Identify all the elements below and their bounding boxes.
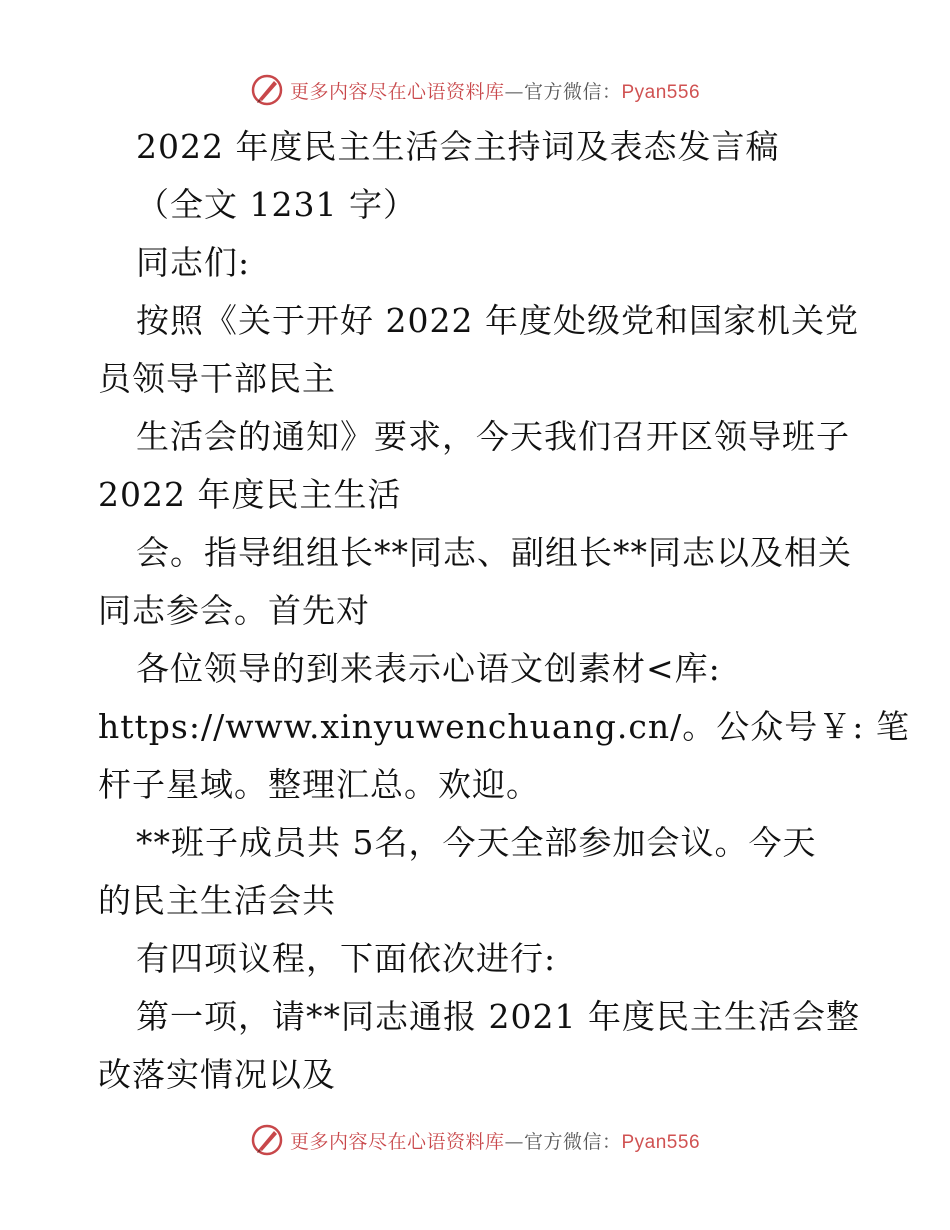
body-line: 同志们: [136, 243, 251, 282]
body-line: 会。指导组组长**同志、副组长**同志以及相关 [136, 533, 852, 572]
watermark-wechat-label: 官方微信： [523, 80, 622, 103]
watermark-text [290, 77, 700, 104]
watermark-separator: — [504, 1130, 524, 1153]
body-line: 同志参会。首先对 [98, 591, 370, 630]
body-line: 按照《关于开好 2022 年度处级党和国家机关党 [136, 301, 859, 340]
watermark-wechat-label: 官方微信： [523, 1130, 622, 1153]
quill-pen-logo-icon [250, 1123, 284, 1157]
body-line: 的民主生活会共 [98, 881, 336, 920]
document-title: 2022 年度民主生活会主持词及表态发言稿 [136, 127, 780, 166]
body-line: **班子成员共 5名，今天全部参加会议。今天 [136, 823, 817, 862]
watermark-wechat-id: Pyan556 [621, 81, 701, 103]
body-line-url: https://www.xinyuwenchuang.cn/。公众号￥: 笔 [98, 707, 910, 746]
watermark-main-text: 更多内容尽在心语资料库 [289, 80, 505, 103]
quill-pen-logo-icon [250, 73, 284, 107]
header-watermark-banner [0, 70, 950, 110]
body-line: 杆子星域。整理汇总。欢迎。 [98, 765, 540, 804]
footer-watermark-banner [0, 1120, 950, 1160]
body-line: 改落实情况以及 [98, 1055, 336, 1094]
body-line: 生活会的通知》要求，今天我们召开区领导班子 [136, 417, 850, 456]
body-line: 2022 年度民主生活 [98, 475, 402, 514]
body-line: 有四项议程，下面依次进行: [136, 939, 557, 978]
body-line: 各位领导的到来表示心语文创素材<库: [136, 649, 721, 688]
document-subtitle: （全文 1231 字） [136, 185, 417, 224]
document-body [98, 118, 910, 1104]
watermark-text [290, 1127, 700, 1154]
body-line: 员领导干部民主 [98, 359, 336, 398]
watermark-separator: — [504, 80, 524, 103]
watermark-wechat-id: Pyan556 [621, 1131, 701, 1153]
body-line: 第一项，请**同志通报 2021 年度民主生活会整 [136, 997, 860, 1036]
watermark-main-text: 更多内容尽在心语资料库 [289, 1130, 505, 1153]
